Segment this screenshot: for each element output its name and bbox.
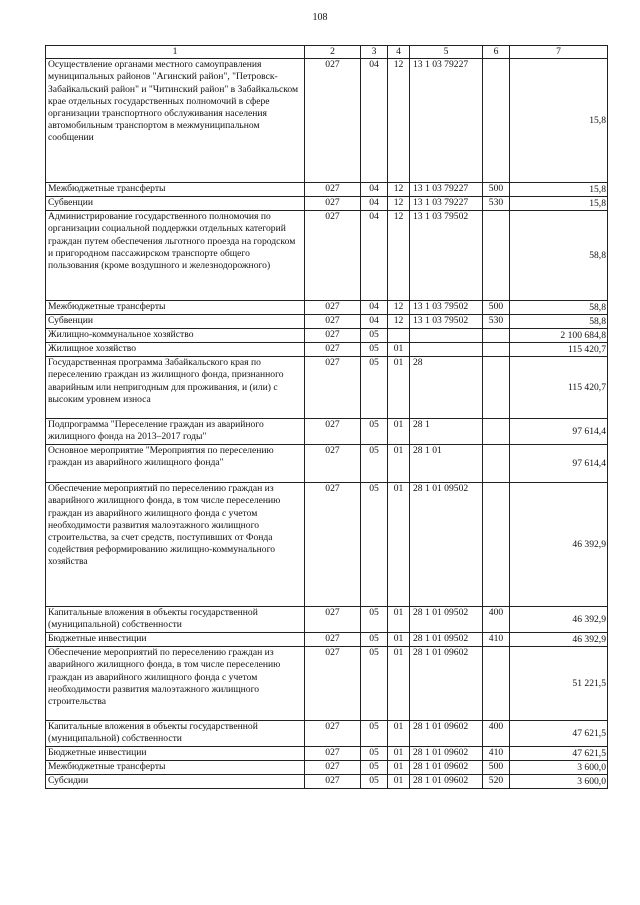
table-row [46,647,608,721]
table-row [46,775,608,789]
row-target-article-code: 28 1 01 09602 [410,721,483,747]
row-expense-type-code [483,647,510,721]
header-cell: 1 [46,46,305,59]
table-row [46,419,608,445]
row-subsection-code: 12 [388,301,410,315]
row-amount: 46 392,9 [510,633,608,647]
table-row [46,483,608,607]
row-expense-type-code: 400 [483,721,510,747]
row-section-code: 05 [361,419,388,445]
row-name: Обеспечение мероприятий по переселению граждан из аварийного жилищного фонда, в том числе переселению граждан из аварийного жилищного фонда с учетом необходимости развития малоэтажного жилищного строительства, за счет средств, поступивших от Фонда содействия реформированию жилищно-коммунального хозяйства [46,483,305,607]
row-grbs-code: 027 [305,59,361,183]
row-section-code: 04 [361,211,388,301]
row-section-code: 04 [361,301,388,315]
row-target-article-code: 13 1 03 79227 [410,197,483,211]
row-amount: 115 420,7 [510,343,608,357]
row-grbs-code: 027 [305,301,361,315]
row-subsection-code: 12 [388,183,410,197]
row-name: Бюджетные инвестиции [46,633,305,647]
row-expense-type-code: 530 [483,315,510,329]
page-number: 108 [312,12,328,23]
row-subsection-code: 01 [388,633,410,647]
row-name: Обеспечение мероприятий по переселению граждан из аварийного жилищного фонда, в том числе переселению граждан из аварийного жилищного фонда с учетом необходимости развития малоэтажного жилищного строительства [46,647,305,721]
row-target-article-code: 28 1 01 09502 [410,607,483,633]
table-row [46,211,608,301]
row-expense-type-code: 500 [483,301,510,315]
row-name: Межбюджетные трансферты [46,761,305,775]
row-grbs-code: 027 [305,211,361,301]
row-target-article-code: 13 1 03 79502 [410,301,483,315]
row-amount: 58,8 [510,315,608,329]
budget-table [45,45,608,789]
row-grbs-code: 027 [305,633,361,647]
header-cell: 5 [410,46,483,59]
row-name: Межбюджетные трансферты [46,301,305,315]
row-target-article-code: 28 1 01 09602 [410,775,483,789]
row-subsection-code: 01 [388,775,410,789]
row-subsection-code: 01 [388,647,410,721]
header-cell: 6 [483,46,510,59]
row-subsection-code: 01 [388,483,410,607]
row-grbs-code: 027 [305,343,361,357]
row-expense-type-code [483,419,510,445]
table-header-row [46,46,608,59]
row-expense-type-code [483,357,510,419]
row-target-article-code [410,329,483,343]
row-grbs-code: 027 [305,445,361,483]
row-section-code: 05 [361,483,388,607]
row-target-article-code: 28 1 01 09502 [410,633,483,647]
row-grbs-code: 027 [305,721,361,747]
row-name: Капитальные вложения в объекты государственной (муниципальной) собственности [46,721,305,747]
row-subsection-code: 01 [388,419,410,445]
row-section-code: 05 [361,761,388,775]
header-cell: 4 [388,46,410,59]
row-name: Администрирование государственного полномочия по организации социальной поддержки отдельных категорий граждан путем обеспечения льготного проезда на городском и пригородном пассажирском транспорте общего пользования (кроме воздушного и железнодорожного) [46,211,305,301]
row-section-code: 04 [361,197,388,211]
table-row [46,343,608,357]
table-row [46,315,608,329]
table-row [46,301,608,315]
row-grbs-code: 027 [305,357,361,419]
row-amount: 47 621,5 [510,721,608,747]
row-target-article-code: 28 1 01 [410,445,483,483]
row-amount: 58,8 [510,211,608,301]
table-row [46,329,608,343]
row-section-code: 05 [361,445,388,483]
row-subsection-code: 12 [388,59,410,183]
table-row [46,357,608,419]
row-name: Жилищно-коммунальное хозяйство [46,329,305,343]
table-row [46,59,608,183]
row-amount: 51 221,5 [510,647,608,721]
row-section-code: 05 [361,721,388,747]
row-name: Межбюджетные трансферты [46,183,305,197]
row-target-article-code: 13 1 03 79227 [410,59,483,183]
row-expense-type-code [483,59,510,183]
row-target-article-code: 28 1 01 09502 [410,483,483,607]
row-subsection-code: 01 [388,761,410,775]
row-name: Субсидии [46,775,305,789]
row-amount: 15,8 [510,197,608,211]
row-section-code: 05 [361,775,388,789]
row-amount: 15,8 [510,59,608,183]
row-amount: 2 100 684,8 [510,329,608,343]
row-section-code: 05 [361,633,388,647]
row-name: Подпрограмма "Переселение граждан из аварийного жилищного фонда на 2013–2017 годы" [46,419,305,445]
row-section-code: 04 [361,315,388,329]
header-cell: 7 [510,46,608,59]
row-subsection-code: 01 [388,343,410,357]
row-grbs-code: 027 [305,761,361,775]
row-name: Субвенции [46,197,305,211]
row-grbs-code: 027 [305,315,361,329]
row-expense-type-code [483,343,510,357]
row-name: Бюджетные инвестиции [46,747,305,761]
row-grbs-code: 027 [305,775,361,789]
row-amount: 46 392,9 [510,483,608,607]
row-target-article-code: 28 1 01 09602 [410,647,483,721]
table-row [46,183,608,197]
row-amount: 15,8 [510,183,608,197]
header-cell: 2 [305,46,361,59]
row-amount: 3 600,0 [510,761,608,775]
row-amount: 97 614,4 [510,419,608,445]
row-section-code: 05 [361,747,388,761]
table-row [46,197,608,211]
row-grbs-code: 027 [305,607,361,633]
row-target-article-code: 28 1 [410,419,483,445]
row-target-article-code: 13 1 03 79502 [410,211,483,301]
row-subsection-code: 01 [388,747,410,761]
row-section-code: 05 [361,343,388,357]
row-target-article-code: 28 1 01 09602 [410,747,483,761]
row-amount: 115 420,7 [510,357,608,419]
row-subsection-code: 01 [388,607,410,633]
row-amount: 3 600,0 [510,775,608,789]
row-expense-type-code [483,329,510,343]
row-grbs-code: 027 [305,183,361,197]
row-subsection-code: 01 [388,357,410,419]
table-row [46,761,608,775]
row-target-article-code: 28 [410,357,483,419]
row-grbs-code: 027 [305,419,361,445]
row-amount: 97 614,4 [510,445,608,483]
row-subsection-code: 01 [388,721,410,747]
row-subsection-code [388,329,410,343]
row-subsection-code: 12 [388,315,410,329]
row-expense-type-code [483,483,510,607]
row-target-article-code: 13 1 03 79502 [410,315,483,329]
row-target-article-code: 28 1 01 09602 [410,761,483,775]
row-section-code: 05 [361,647,388,721]
table-row [46,633,608,647]
row-section-code: 04 [361,59,388,183]
row-expense-type-code [483,211,510,301]
header-cell: 3 [361,46,388,59]
row-name: Жилищное хозяйство [46,343,305,357]
row-grbs-code: 027 [305,647,361,721]
row-target-article-code [410,343,483,357]
row-subsection-code: 12 [388,211,410,301]
row-expense-type-code: 530 [483,197,510,211]
row-name: Субвенции [46,315,305,329]
row-expense-type-code: 410 [483,633,510,647]
table-row [46,747,608,761]
row-section-code: 05 [361,357,388,419]
row-grbs-code: 027 [305,329,361,343]
row-name: Капитальные вложения в объекты государственной (муниципальной) собственности [46,607,305,633]
row-expense-type-code: 500 [483,761,510,775]
row-section-code: 04 [361,183,388,197]
row-subsection-code: 12 [388,197,410,211]
row-expense-type-code [483,445,510,483]
row-name: Государственная программа Забайкальского края по переселению граждан из жилищного фонда, признанного аварийным или непригодным для проживания, и (или) с высоким уровнем износа [46,357,305,419]
row-target-article-code: 13 1 03 79227 [410,183,483,197]
row-amount: 46 392,9 [510,607,608,633]
table-row [46,721,608,747]
row-amount: 58,8 [510,301,608,315]
table-row [46,607,608,633]
row-amount: 47 621,5 [510,747,608,761]
row-grbs-code: 027 [305,483,361,607]
row-expense-type-code: 410 [483,747,510,761]
row-name: Основное мероприятие "Мероприятия по переселению граждан из аварийного жилищного фонда" [46,445,305,483]
row-section-code: 05 [361,607,388,633]
row-subsection-code: 01 [388,445,410,483]
row-expense-type-code: 520 [483,775,510,789]
row-expense-type-code: 500 [483,183,510,197]
row-name: Осуществление органами местного самоуправления муниципальных районов "Агинский район", "Петровск-Забайкальский район" и "Читинский район" в Забайкальском крае отдельных государственных полномочий в сфере организации транспортного обслуживания населения автомобильным транспортом в межмуниципальном сообщении [46,59,305,183]
row-grbs-code: 027 [305,747,361,761]
row-grbs-code: 027 [305,197,361,211]
row-section-code: 05 [361,329,388,343]
row-expense-type-code: 400 [483,607,510,633]
table-row [46,445,608,483]
